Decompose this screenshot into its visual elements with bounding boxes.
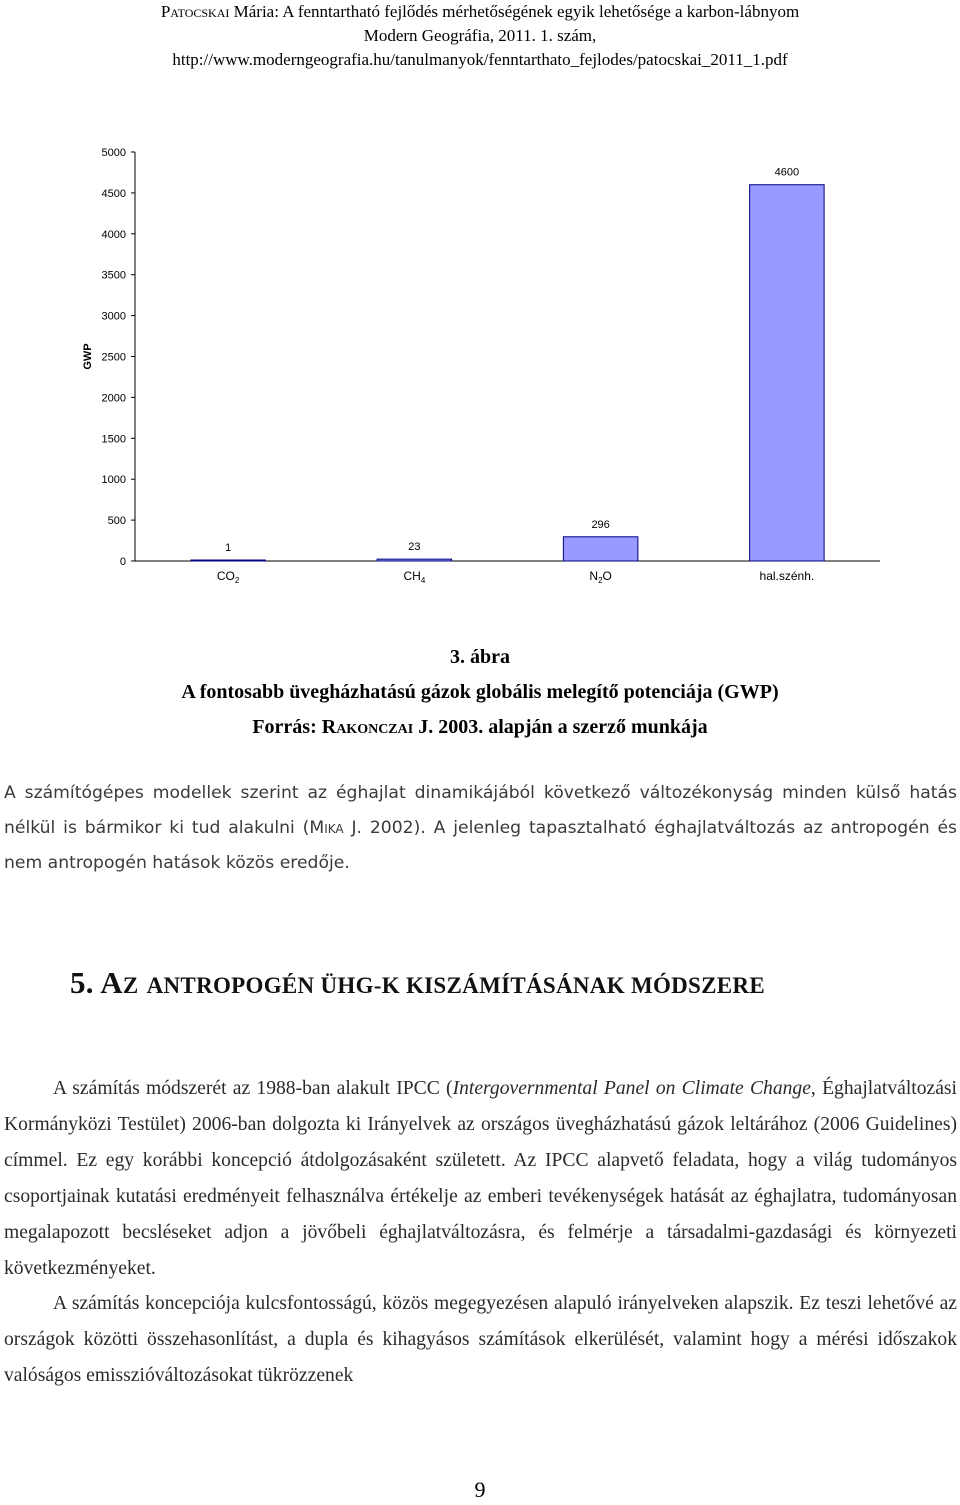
- bar-CH4: [377, 559, 452, 561]
- figure-source-author: Rakonczai: [321, 716, 414, 738]
- y-tick-label: 4000: [101, 228, 126, 241]
- section-title-rest: ANTROPOGÉN ÜHG-K KISZÁMÍTÁSÁNAK MÓDSZERE: [146, 973, 765, 998]
- header-author: Patocskai: [160, 2, 230, 21]
- y-tick-label: 3000: [101, 310, 126, 323]
- section-number: 5.: [70, 965, 94, 1000]
- paragraph-1-author: Mika: [309, 818, 344, 838]
- category-label-CH4: $CH_4$: [403, 569, 426, 585]
- header-line-2: Modern Geográfia, 2011. 1. szám,: [363, 26, 597, 45]
- figure-title: A fontosabb üvegházhatású gázok globális melegítő potenciája (GWP): [181, 681, 779, 703]
- body-paragraph-2: A számítás koncepciója kulcsfontosságú, közös megegyezésen alapuló irányelveken alapszik. Ez teszi lehetővé az országok közötti összehasonlítást, a dupla és kihagyásos számítások elkerülését, valamint hogy a mérési időszakok valóságos emisszióváltozásokat tükrözzenek: [4, 1293, 957, 1387]
- body-p1-italic: Intergovernmental Panel on Climate Change: [452, 1078, 811, 1099]
- bar-hal.szénh.: [750, 185, 825, 561]
- y-tick-label: 1500: [101, 433, 126, 446]
- bar-N2O: [563, 537, 638, 561]
- category-label-hal.szénh.: hal.szénh.: [759, 569, 815, 583]
- bar-CO2: [191, 560, 266, 561]
- paragraph-1-part-a: A számítógépes modellek szerint az éghajlat dinamikájából következő változékonyság minden külső hatás nélkül is bármikor ki tud alakulni (: [4, 783, 957, 838]
- figure-source-prefix: Forrás:: [252, 716, 322, 738]
- body-paragraph-1: [4, 1071, 957, 1286]
- section-title-first: A: [100, 965, 123, 1000]
- header-url: http://www.moderngeografia.hu/tanulmanyok/fenntarthato_fejlodes/patocskai_2011_1.pdf: [172, 50, 788, 69]
- data-label-CO2: 1: [225, 542, 232, 554]
- figure-number: 3. ábra: [450, 646, 510, 668]
- y-tick-label: 500: [107, 515, 126, 528]
- y-tick-label: 0: [119, 556, 126, 568]
- y-tick-label: 1000: [101, 474, 126, 487]
- paragraph-1-part-b: J. 2002). A jelenleg tapasztalható éghajlatváltozás az antropogén és nem antropogén hatások közös eredője.: [4, 818, 957, 873]
- data-label-hal.szénh.: 4600: [774, 166, 800, 179]
- y-tick-label: 2000: [101, 392, 126, 405]
- paragraph-climate-models: [4, 776, 957, 881]
- data-label-N2O: 296: [591, 518, 610, 531]
- body-p1-part-a: A számítás módszerét az 1988-ban alakult IPCC (: [53, 1078, 453, 1099]
- running-header: [0, 0, 960, 72]
- gwp-bar-chart: [70, 140, 900, 600]
- section-heading: [70, 965, 950, 1001]
- figure-source-rest: J. 2003. alapján a szerző munkája: [413, 716, 708, 738]
- figure-source: [0, 710, 960, 744]
- y-tick-label: 5000: [101, 147, 126, 159]
- y-tick-label: 3500: [101, 269, 126, 282]
- category-label-N2O: $N_2O$: [589, 569, 612, 585]
- header-line-1: [0, 0, 960, 24]
- section-body: [4, 1071, 957, 1394]
- y-tick-label: 2500: [101, 351, 126, 364]
- y-axis-title: GWP: [82, 343, 94, 370]
- y-tick-label: 4500: [101, 187, 126, 200]
- category-label-CO2: $CO_2$: [216, 569, 240, 585]
- data-label-CH4: 23: [408, 541, 421, 554]
- page-number: 9: [474, 1477, 486, 1502]
- header-title: Mária: A fenntartható fejlődés mérhetőségének egyik lehetősége a karbon-lábnyom: [229, 2, 800, 21]
- section-title-first-rest: Z: [122, 973, 139, 998]
- body-p1-part-b: , Éghajlatváltozási Kormányközi Testület) 2006-ban dolgozta ki Irányelvek az országos üvegházhatású gázok leltárához (2006 Guidelines) címmel. Ez egy korábbi koncepció átdolgozásaként született. Az IPCC alapvető feladata, hogy a világ tudományos csoportjainak kutatási eredményeit felhasználva értékelje az emberi tevékenységek hatását az éghajlatra, tudományosan megalapozott becsléseket adjon a jövőbeli éghajlatváltozásra, és felmérje a társadalmi-gazdasági és környezeti következményeket.: [4, 1078, 957, 1279]
